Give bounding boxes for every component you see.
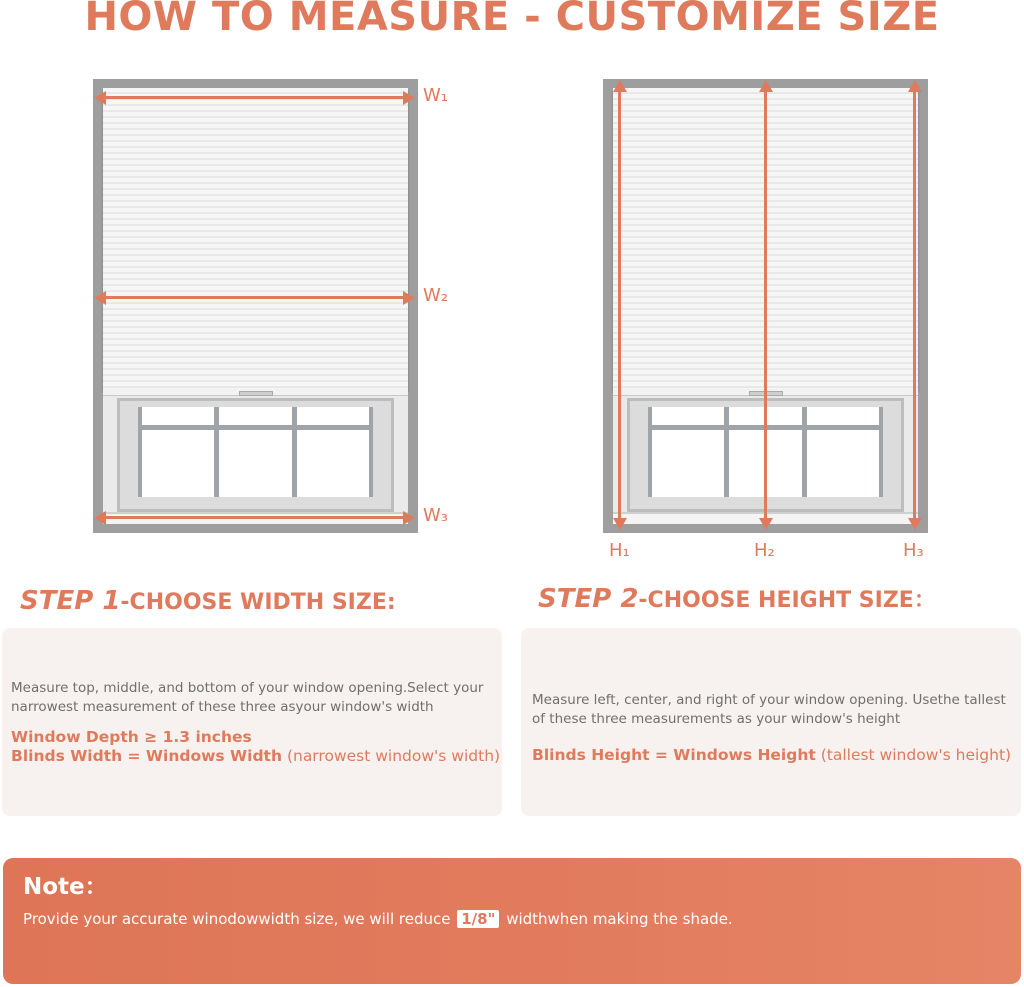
note-title: Note： — [23, 874, 108, 900]
window-depth-requirement: Window Depth ≥ 1.3 inches — [11, 728, 252, 746]
step2-number: STEP 2 — [538, 584, 639, 614]
blinds-width-rule: Blinds Width = Windows Width (narrowest window's width) — [11, 747, 501, 765]
window-sash — [117, 398, 394, 512]
step2-heading — [538, 583, 936, 614]
note-banner — [3, 858, 1021, 984]
step1-heading — [20, 586, 396, 616]
step2-title: -CHOOSE HEIGHT SIZE： — [638, 588, 936, 613]
label-w2: W₂ — [423, 285, 449, 306]
step1-description: Measure top, middle, and bottom of your window opening.Select your narrowest measurement of these three asyour window's width — [11, 680, 484, 715]
blinds-height-rule: Blinds Height = Windows Height (tallest window's height) — [532, 746, 1012, 764]
cellular-shade — [103, 88, 408, 390]
window-opening — [103, 88, 408, 524]
label-h1: H₁ — [609, 540, 630, 561]
step1-title: -CHOOSE WIDTH SIZE: — [120, 590, 396, 615]
page-title: HOW TO MEASURE - CUSTOMIZE SIZE — [84, 0, 940, 40]
step2-card — [521, 628, 1021, 816]
label-h3: H₃ — [903, 540, 924, 561]
window-panes — [138, 407, 373, 497]
label-w1: W₁ — [423, 85, 449, 106]
step1-number: STEP 1 — [20, 586, 121, 616]
step1-card — [2, 628, 502, 816]
width-window-diagram — [93, 79, 418, 533]
shade-handle — [239, 391, 273, 396]
label-w3: W₃ — [423, 505, 449, 526]
note-text: Provide your accurate winodowwidth size, we will reduce 1/8" widthwhen making the shade. — [23, 910, 733, 928]
reduction-badge: 1/8" — [457, 910, 499, 928]
label-h2: H₂ — [754, 540, 775, 561]
step2-description: Measure left, center, and right of your window opening. Usethe tallest of these three measurements as your window's height — [532, 692, 1006, 727]
